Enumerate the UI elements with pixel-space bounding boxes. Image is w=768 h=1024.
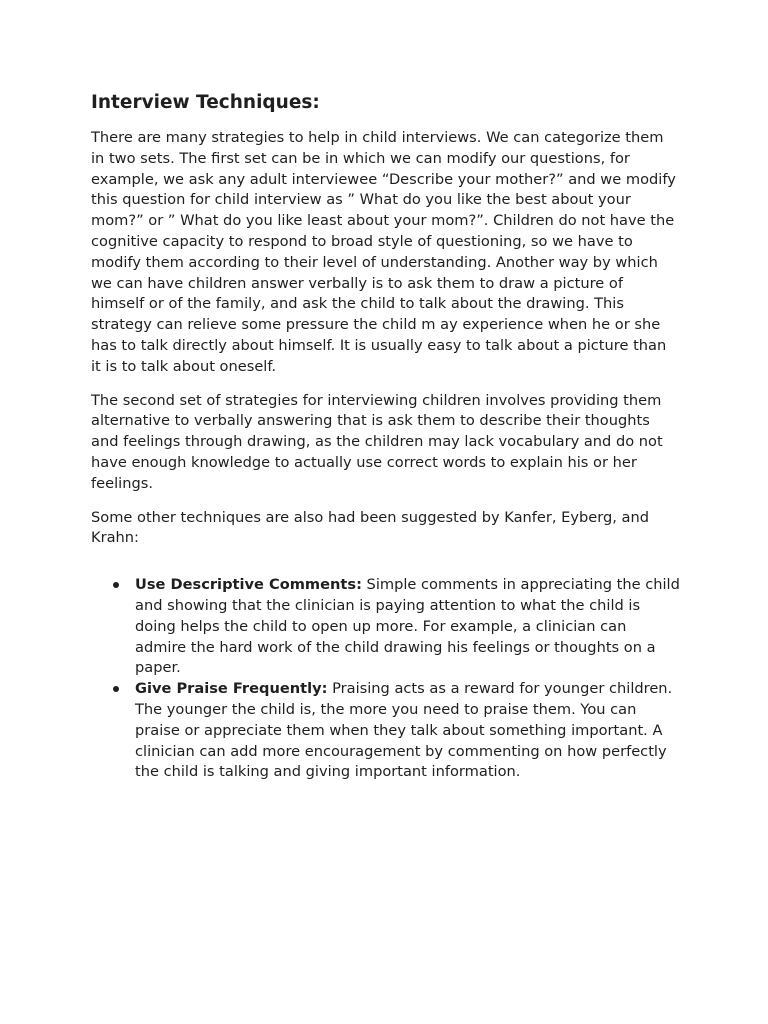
technique-list (91, 575, 680, 783)
document-title: Interview Techniques: (91, 92, 320, 113)
paragraph-3: Some other techniques are also had been suggested by Kanfer, Eyberg, and Krahn: (91, 508, 650, 547)
list-item-give-praise (91, 679, 680, 783)
list-item-text: Simple comments in appreciating the child and showing that the clinician is paying attention to what the child is doing helps the child to open up more. For example, a clinician can admire the hard work of the child drawing his feelings or thoughts on a paper. (135, 576, 680, 677)
list-item-heading: Give Praise Frequently: (135, 680, 328, 698)
bullet-icon (113, 582, 119, 588)
bullet-icon (113, 686, 119, 692)
paragraph-1: There are many strategies to help in child interviews. We can categorize them in two sets. The first set can be in which we can modify our questions, for example, we ask any adult interviewee “Describe your mother?” and we modify this question for child interview as ” What do you like the best about your mom?” or ” What do you like least about your mom?”. Children do not have the cognitive capacity to respond to broad style of questioning, so we have to modify them according to their level of understanding. Another way by which we can have children answer verbally is to ask them to draw a picture of himself or of the family, and ask the child to talk about the drawing. This strategy can relieve some pressure the child m ay experience when he or she has to talk directly about himself. It is usually easy to talk about a picture than it is to talk about oneself. (91, 129, 676, 375)
list-item-heading: Use Descriptive Comments: (135, 576, 362, 594)
list-item-text: Praising acts as a reward for younger children. The younger the child is, the more you need to praise them. You can praise or appreciate them when they talk about something important. A clinician can add more encouragement by commenting on how perfectly the child is talking and giving important information. (135, 680, 673, 781)
paragraph-2: The second set of strategies for interviewing children involves providing them alternative to verbally answering that is ask them to describe their thoughts and feelings through drawing, as the children may lack vocabulary and do not have enough knowledge to actually use correct words to explain his or her feelings. (91, 391, 663, 492)
list-item-descriptive-comments (91, 575, 680, 679)
